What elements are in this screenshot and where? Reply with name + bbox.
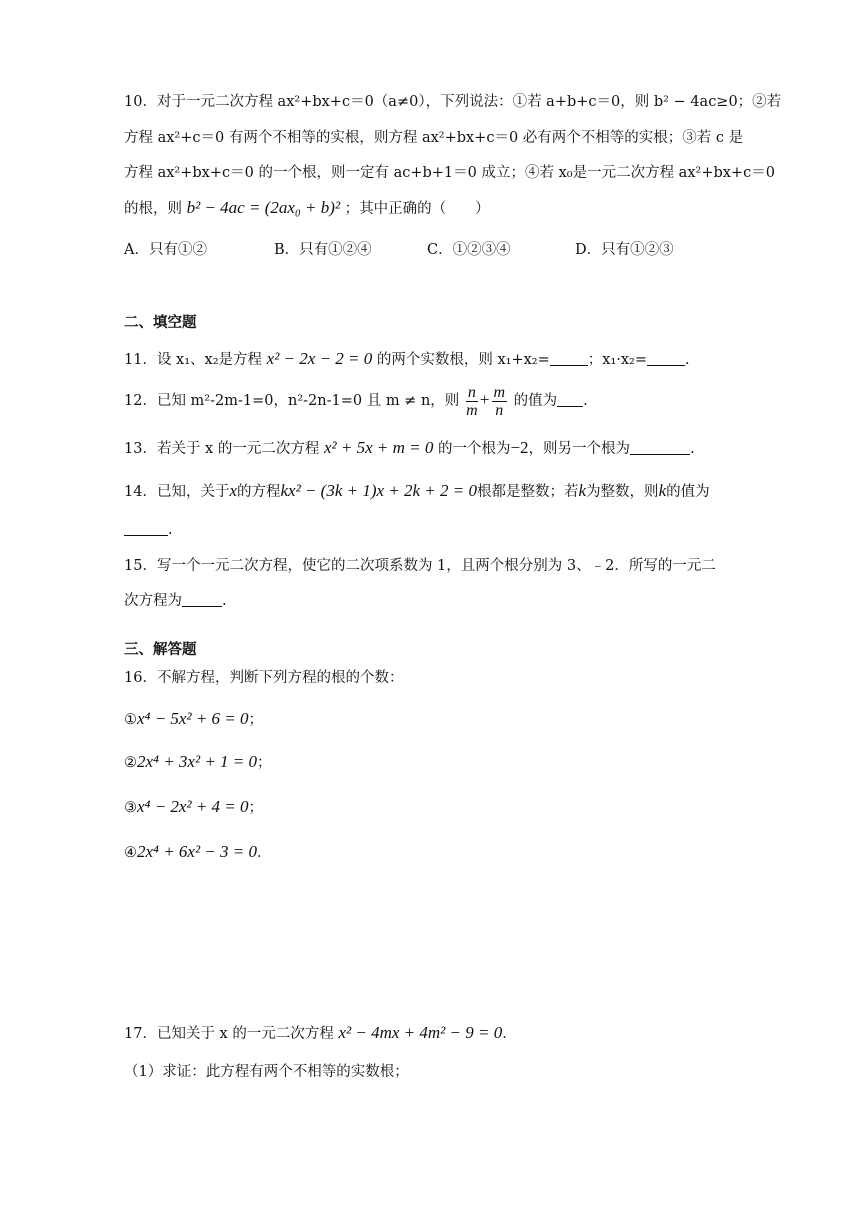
q13-middle: 的一个根为 [437, 441, 511, 457]
q15-line-1: 15．写一个一元二次方程，使它的二次项系数为 1，且两个根分别为 3、﹣2．所写的一元二 [124, 558, 716, 574]
q12-suffix: 的值为 [513, 393, 558, 409]
q14-line-1 [124, 481, 710, 502]
q16-item-2-mark: ② [124, 755, 137, 771]
q10-line-4-suffix: ；其中正确的（ ） [344, 201, 490, 217]
q16-item-2-end: ； [257, 755, 272, 771]
q12 [124, 380, 588, 420]
q11-sep: ；x₁·x₂= [587, 352, 648, 368]
q12-frac1-num: n [467, 383, 476, 401]
q17-end: ． [502, 1026, 517, 1042]
q11 [124, 349, 690, 370]
q15-answer-blank[interactable] [182, 592, 222, 607]
q12-frac1-den: m [466, 401, 478, 419]
q16-item-2 [124, 752, 272, 773]
q14-middle: 的方程 [237, 484, 281, 500]
q12-answer-blank[interactable] [557, 392, 583, 407]
q16-item-1 [124, 709, 263, 730]
q17-prefix: 17．已知关于 x 的一元二次方程 [124, 1026, 334, 1042]
q14-formula: kx² − (3k + 1)x + 2k + 2 = 0 [280, 481, 478, 500]
q16-item-1-end: ； [248, 712, 264, 728]
q13 [124, 438, 695, 459]
q16-item-3-mark: ③ [124, 800, 137, 816]
q14-suffix-2: 为整数，则 [586, 484, 659, 500]
q17-part-1: （1）求证：此方程有两个不相等的实数根； [124, 1064, 409, 1080]
q15-end: . [222, 593, 227, 609]
q11-answer-blank-1[interactable] [550, 351, 588, 366]
q13-root: −2 [510, 438, 529, 457]
q17-stem [124, 1023, 517, 1044]
q10-line-1: 10．对于一元二次方程 ax²+bx+c＝0（a≠0），下列说法：①若 a+b+c＝0，则 b² − 4ac≥0；②若 [124, 94, 782, 110]
q14-prefix: 14．已知，关于 [124, 484, 230, 500]
q11-answer-blank-2[interactable] [647, 351, 685, 366]
q14-var-k-1: k [578, 481, 587, 500]
section-2-title: 二、填空题 [124, 314, 197, 331]
q14-suffix-3: 的值为 [666, 484, 710, 500]
q10-option-b[interactable]: B．只有①②④ [274, 242, 372, 258]
q16-item-2-formula: 2x⁴ + 3x² + 1 = 0 [137, 752, 258, 771]
q15-prefix: 次方程为 [124, 593, 182, 609]
q12-plus: + [479, 390, 490, 409]
q10-option-a[interactable]: A．只有①② [124, 242, 207, 258]
q14-var-k-2: k [658, 481, 667, 500]
q16-item-3-formula: x⁴ − 2x² + 4 = 0 [137, 797, 249, 816]
q14-suffix: 根都是整数；若 [477, 484, 579, 500]
q16-stem: 16．不解方程，判断下列方程的根的个数： [124, 670, 404, 686]
q16-item-3 [124, 797, 263, 818]
q12-frac2-den: n [495, 401, 504, 419]
q12-fraction-m-over-n [492, 384, 508, 419]
q16-item-4-end: ． [257, 845, 272, 861]
q16-item-3-end: ； [248, 800, 264, 816]
q10-line-2: 方程 ax²+c＝0 有两个不相等的实根，则方程 ax²+bx+c＝0 必有两个不相等的实根；③若 c 是 [124, 130, 744, 146]
q10-option-d[interactable]: D．只有①②③ [575, 242, 674, 258]
q12-frac2-num: m [493, 383, 506, 401]
q11-middle: 的两个实数根，则 x₁+x₂= [376, 352, 550, 368]
q11-prefix: 11．设 x₁、x₂是方程 [124, 352, 263, 368]
q16-item-4-formula: 2x⁴ + 6x² − 3 = 0 [137, 842, 258, 861]
q13-answer-blank[interactable] [630, 440, 690, 455]
q11-formula: x² − 2x − 2 = 0 [266, 349, 373, 368]
q14-line-2 [124, 520, 173, 540]
q14-var-x: x [229, 481, 237, 500]
q10-line-4-prefix: 的根，则 [124, 201, 182, 217]
q12-fraction-n-over-m [466, 384, 478, 419]
q16-item-4-mark: ④ [124, 845, 137, 861]
q13-formula: x² + 5x + m = 0 [323, 438, 434, 457]
q10-formula: b² − 4ac = (2ax₀ + b)² [186, 198, 341, 217]
q13-end: . [690, 441, 695, 457]
section-3-title: 三、解答题 [124, 641, 197, 658]
q10-line-3: 方程 ax²+bx+c＝0 的一个根，则一定有 ac+b+1＝0 成立；④若 x₀是一元二次方程 ax²+bx+c＝0 [124, 165, 775, 181]
q15-line-2 [124, 591, 227, 611]
q12-end: . [583, 393, 588, 409]
q11-end: . [685, 352, 690, 368]
q10-line-4 [124, 198, 490, 219]
q13-suffix: ，则另一个根为 [528, 441, 631, 457]
q14-end: . [168, 522, 173, 538]
q13-prefix: 13．若关于 x 的一元二次方程 [124, 441, 320, 457]
q12-prefix: 12．已知 m²-2m-1=0，n²-2n-1=0 且 m ≠ n，则 [124, 393, 460, 409]
q16-item-1-formula: x⁴ − 5x² + 6 = 0 [137, 709, 249, 728]
q14-answer-blank[interactable] [124, 521, 168, 536]
q16-item-1-mark: ① [124, 712, 137, 728]
q10-option-c[interactable]: C．①②③④ [427, 242, 511, 258]
q17-formula: x² − 4mx + 4m² − 9 = 0 [338, 1023, 503, 1042]
q10-options [124, 240, 744, 260]
q16-item-4 [124, 842, 272, 863]
